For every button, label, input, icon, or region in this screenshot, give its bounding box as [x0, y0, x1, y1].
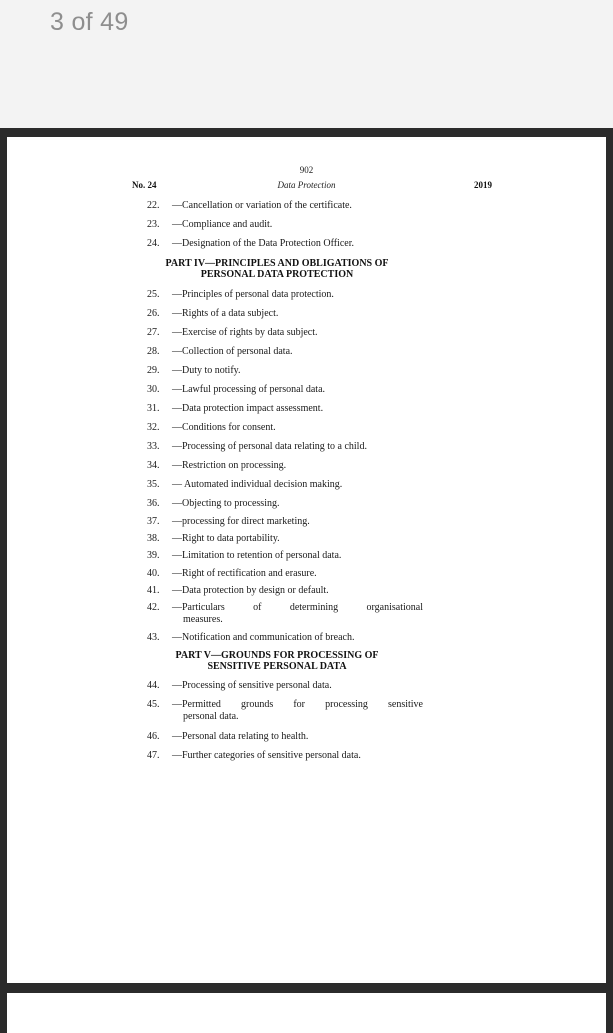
act-number: No. 24: [132, 180, 157, 190]
section-number: 31.: [147, 403, 160, 414]
toc-entry: [147, 365, 423, 377]
section-title: —Processing of sensitive personal data.: [172, 680, 332, 691]
section-title: —Right to data portability.: [172, 533, 280, 544]
section-title: —Compliance and audit.: [172, 219, 273, 230]
part-heading: [127, 650, 427, 672]
section-number: 40.: [147, 568, 160, 579]
section-number: 26.: [147, 308, 160, 319]
toc-entry: [147, 585, 423, 597]
toc-entry: [147, 384, 423, 396]
toc-entry: [147, 699, 423, 722]
section-title: —Personal data relating to health.: [172, 731, 309, 742]
section-title: —Particulars of determining organisational: [172, 602, 423, 613]
section-number: 35.: [147, 479, 160, 490]
running-title: Data Protection: [277, 180, 336, 190]
toc-entry: [147, 568, 423, 580]
toc-entry: [147, 308, 423, 320]
section-number: 23.: [147, 219, 160, 230]
section-number: 24.: [147, 238, 160, 249]
section-title: —Rights of a data subject.: [172, 308, 279, 319]
section-number: 45.: [147, 699, 160, 710]
section-number: 30.: [147, 384, 160, 395]
viewer-toolbar: [0, 0, 613, 128]
section-title-continued: measures.: [183, 614, 223, 625]
page-counter: 3 of 49: [50, 8, 129, 36]
section-number: 34.: [147, 460, 160, 471]
section-title: —Further categories of sensitive personal data.: [172, 750, 361, 761]
toc-entry: [147, 731, 423, 743]
section-title: —processing for direct marketing.: [172, 516, 310, 527]
section-title: —Lawful processing of personal data.: [172, 384, 326, 395]
section-title: —Permitted grounds for processing sensitive: [172, 699, 423, 710]
section-title: —Limitation to retention of personal data.: [172, 550, 342, 561]
section-number: 38.: [147, 533, 160, 544]
section-title: —Collection of personal data.: [172, 346, 293, 357]
section-number: 32.: [147, 422, 160, 433]
section-number: 29.: [147, 365, 160, 376]
section-title: —Designation of the Data Protection Officer.: [172, 238, 354, 249]
toc-entry: [147, 460, 423, 472]
section-number: 22.: [147, 200, 160, 211]
section-title: —Exercise of rights by data subject.: [172, 327, 318, 338]
act-year: 2019: [474, 180, 492, 190]
section-number: 46.: [147, 731, 160, 742]
section-title: —Conditions for consent.: [172, 422, 276, 433]
section-title-continued: personal data.: [183, 711, 239, 722]
toc-entry: [147, 422, 423, 434]
section-title: —Data protection by design or default.: [172, 585, 329, 596]
section-title: —Notification and communication of breach.: [172, 632, 355, 643]
part-heading-line: SENSITIVE PERSONAL DATA: [207, 661, 347, 672]
section-title: —Objecting to processing.: [172, 498, 280, 509]
toc-entry: [147, 403, 423, 415]
section-number: 25.: [147, 289, 160, 300]
toc-entry: [147, 680, 423, 692]
part-heading: [127, 258, 427, 280]
section-number: 36.: [147, 498, 160, 509]
toc-entry: [147, 200, 423, 212]
section-title: —Right of rectification and erasure.: [172, 568, 317, 579]
section-number: 44.: [147, 680, 160, 691]
toc-entry: [147, 238, 423, 250]
section-title: —Processing of personal data relating to a child.: [172, 441, 367, 452]
part-heading-line: PART IV—PRINCIPLES AND OBLIGATIONS OF: [165, 258, 389, 269]
toc-entry: [147, 750, 423, 762]
section-number: 33.: [147, 441, 160, 452]
document-page[interactable]: [7, 137, 606, 983]
section-title: — Automated individual decision making.: [172, 479, 343, 490]
section-title: —Restriction on processing.: [172, 460, 287, 471]
section-title: —Data protection impact assessment.: [172, 403, 324, 414]
toc-entry: [147, 550, 423, 562]
toc-entry: [147, 289, 423, 301]
toc-entry: [147, 346, 423, 358]
section-number: 27.: [147, 327, 160, 338]
toc-entry: [147, 479, 423, 491]
section-number: 41.: [147, 585, 160, 596]
section-number: 43.: [147, 632, 160, 643]
toc-entry: [147, 327, 423, 339]
toc-entry: [147, 516, 423, 528]
part-heading-line: PERSONAL DATA PROTECTION: [200, 269, 354, 280]
section-number: 37.: [147, 516, 160, 527]
section-title: —Cancellation or variation of the certificate.: [172, 200, 352, 211]
section-number: 42.: [147, 602, 160, 613]
section-title: —Principles of personal data protection.: [172, 289, 334, 300]
toc-entry: [147, 632, 423, 644]
section-title: —Duty to notify.: [172, 365, 241, 376]
toc-entry: [147, 219, 423, 231]
next-document-page[interactable]: [7, 993, 606, 1033]
section-number: 39.: [147, 550, 160, 561]
section-number: 47.: [147, 750, 160, 761]
toc-entry: [147, 498, 423, 510]
toc-entry: [147, 441, 423, 453]
toc-entry: [147, 602, 423, 625]
page-number: 902: [299, 165, 314, 175]
part-heading-line: PART V—GROUNDS FOR PROCESSING OF: [175, 650, 379, 661]
toc-entry: [147, 533, 423, 545]
section-number: 28.: [147, 346, 160, 357]
